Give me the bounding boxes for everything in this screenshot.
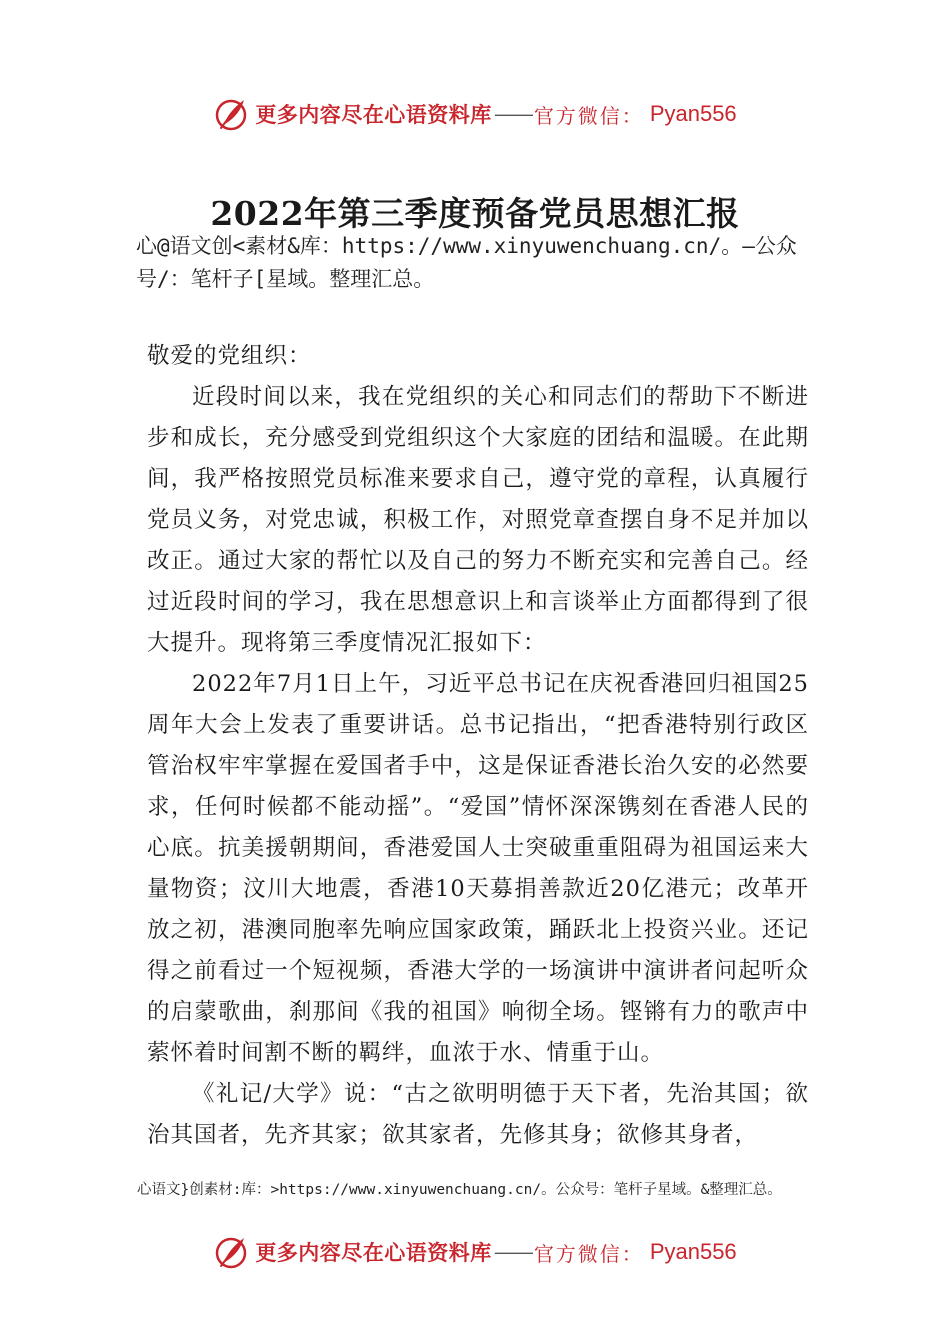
banner-slogan: 更多内容尽在心语资料库: [255, 1240, 492, 1265]
source-note: 心@语文创<素材&库：https://www.xinyuwenchuang.cn/。—公众号/：笔杆子[星域。整理汇总。: [136, 234, 797, 291]
paragraph: 《礼记/大学》说：“古之欲明明德于天下者，先治其国；欲治其国者，先齐其家；欲其家者，先修其身；欲修其身者，: [147, 1081, 809, 1148]
banner-slogan: 更多内容尽在心语资料库: [255, 102, 492, 127]
paragraph: 2022年7月1日上午，习近平总书记在庆祝香港回归祖国25周年大会上发表了重要讲话。总书记指出，“把香港特别行政区管治权牢牢掌握在爱国者手中，这是保证香港长治久安的必然要求，任何时候都不能动摇”。“爱国”情怀深深镌刻在香港人民的心底。抗美援朝期间，香港爱国人士突破重重阻碍为祖国运来大量物资；汶川大地震，香港10天募捐善款近20亿港元；改革开放之初，港澳同胞率先响应国家政策，踊跃北上投资兴业。还记得之前看过一个短视频，香港大学的一场演讲中演讲者问起听众的启蒙歌曲，刹那间《我的祖国》响彻全场。铿锵有力的歌声中萦怀着时间割不断的羁绊，血浓于水、情重于山。: [147, 671, 809, 1066]
banner-wechat-label: 官方微信：: [533, 1241, 644, 1266]
footer-source-note: 心语文}创素材:库：>https://www.xinyuwenchuang.cn/。公众号：笔杆子星域。&整理汇总。: [137, 1182, 782, 1198]
letter-body: [147, 336, 809, 1156]
paragraph: 近段时间以来，我在党组织的关心和同志们的帮助下不断进步和成长，充分感受到党组织这个大家庭的团结和温暖。在此期间，我严格按照党员标准来要求自己，遵守党的章程，认真履行党员义务，对党忠诚，积极工作，对照党章查摆自身不足并加以改正。通过大家的帮忙以及自己的努力不断充实和完善自己。经过近段时间的学习，我在思想意识上和言谈举止方面都得到了很大提升。现将第三季度情况汇报如下：: [147, 384, 809, 656]
banner-wechat-id: Pyan556: [649, 1239, 737, 1264]
feather-pen-logo-icon: [213, 1234, 249, 1270]
document-title: 2022年第三季度预备党员思想汇报: [210, 194, 740, 233]
feather-pen-logo-icon: [213, 96, 249, 132]
banner-dash: ——: [493, 1240, 532, 1264]
banner-dash: ——: [493, 102, 532, 126]
banner-wechat-id: Pyan556: [649, 101, 737, 126]
salutation: 敬爱的党组织：: [147, 343, 312, 369]
header-banner: [0, 94, 950, 134]
banner-wechat-label: 官方微信：: [533, 103, 644, 128]
footer-banner: [0, 1232, 950, 1272]
